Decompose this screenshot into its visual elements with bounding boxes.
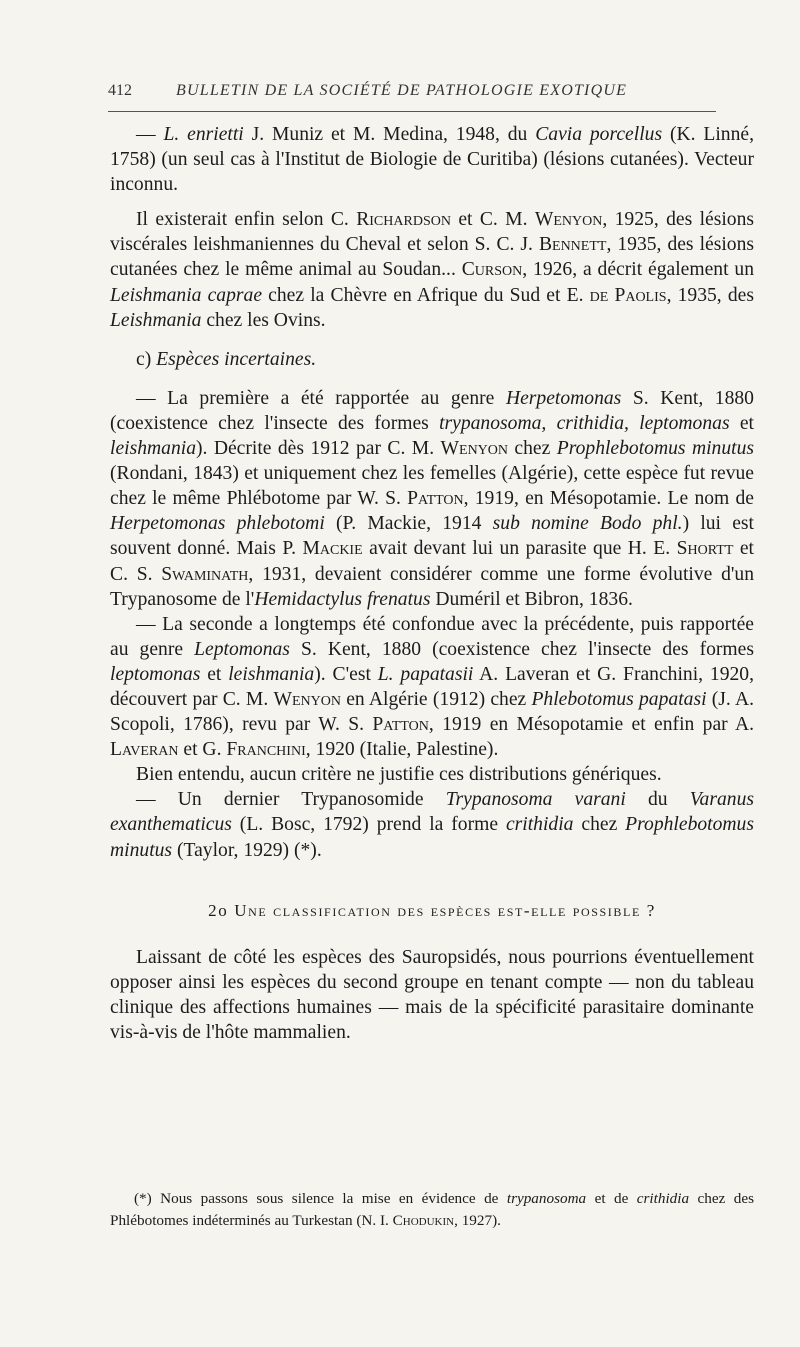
running-header [108, 82, 678, 100]
paragraph-first-species [110, 386, 754, 612]
text-run: Il existerait enfin selon C. [136, 209, 357, 231]
author-name: Laveran [110, 739, 179, 761]
author-name: Shortt [676, 538, 734, 560]
subsection-title: Espèces incertaines. [156, 348, 317, 370]
text-run: chez la Chèvre en Afrique du Sud et E. [262, 284, 590, 306]
author-name: Patton [407, 488, 464, 510]
text-run: du [625, 789, 690, 811]
text-run: chez les Ovins. [201, 309, 326, 331]
author-name: Bennett [538, 234, 607, 256]
author-name: Mackie [302, 538, 363, 560]
text-run: et G. [178, 739, 227, 761]
species-name: Herpetomonas phlebotomi [110, 513, 325, 535]
paragraph-classification: Laissant de côté les espèces des Sauropsidés, nous pourrions éventuellement opposer ainsi les espèces du second groupe en tenant compte — non du tableau clinique des affections humaines — mais de la spécificité parasitaire dominante vis-à-vis de l'hôte mammalien. [110, 946, 754, 1043]
text-run: , 1920 (Italie, Palestine). [305, 739, 499, 761]
species-name: Prophlebotomus minutus [556, 438, 754, 460]
text-run: — La seconde a longtemps été confondue avec la précédente, puis rapportée au genre [110, 613, 754, 660]
header-rule [108, 111, 716, 112]
body-text [110, 122, 754, 1045]
section-title: Une classification des espèces est-elle possible [234, 900, 641, 920]
author-name: Patton [372, 714, 429, 736]
text-run: , 1935, des [666, 284, 754, 306]
species-name: Leishmania [110, 309, 202, 331]
species-name: Prophlebotomus minutus [110, 814, 754, 861]
text-run: (P. Mackie, 1914 [324, 513, 493, 535]
species-name: Hemidactylus frenatus [254, 588, 431, 610]
section-heading [110, 898, 754, 923]
paragraph-other-hosts [110, 207, 754, 332]
text-run: — [136, 124, 164, 145]
species-name: Herpetomonas [505, 387, 622, 409]
text-run: Duméril et Bibron, 1836. [430, 588, 633, 610]
author-name: Wenyon [534, 209, 603, 231]
text-run: ). C'est [314, 663, 378, 685]
paragraph-last-trypanosomid [110, 787, 754, 862]
text-run: , 1919 en Mésopotamie et enfin par A. [428, 714, 754, 736]
text-run: chez [508, 438, 557, 460]
text-run: , 1927). [454, 1212, 501, 1229]
text-run: (Taylor, 1929) (*). [172, 839, 322, 861]
text-run: , 1925, des lésions viscérales leishmaniennes du Cheval et selon S. C. J. [110, 209, 754, 256]
species-name: crithidia [505, 814, 574, 836]
text-run: c) [136, 348, 157, 370]
text-run: (Rondani, 1843) et uniquement chez les femelles (Algérie), cette espèce fut revue chez le même Phlébotome par W. S. [110, 463, 754, 510]
text-run: A. Laveran et G. Franchini, 1920, découvert par C. M. [110, 663, 754, 710]
species-name: crithidia [636, 1190, 690, 1207]
author-name: Wenyon [440, 438, 509, 460]
species-name: Cavia porcellus [535, 124, 663, 145]
author-name: Curson [461, 259, 523, 281]
author-name: Richardson [356, 209, 451, 231]
author-name: Franchini [226, 739, 306, 761]
text-run: S. Kent, 1880 (coexistence chez l'insecte des formes [289, 638, 754, 660]
text-run: — Un dernier Trypanosomide [136, 789, 446, 811]
text-run: et [200, 663, 229, 685]
species-name: Varanus exanthematicus [110, 789, 754, 836]
species-name: Trypanosoma varani [445, 789, 626, 811]
species-name: L. papatasii [377, 663, 474, 685]
text-run: et C. S. [110, 538, 754, 585]
text-run: , 1926, a décrit également un [522, 259, 754, 281]
text-run: , 1919, en Mésopotamie. Le nom de [463, 488, 754, 510]
text-run: , 1931, devaient considérer comme une forme évolutive d'un Trypanosome de l' [110, 563, 754, 610]
subsection-heading [110, 347, 754, 372]
text-run: chez [573, 814, 626, 836]
text-run: (L. Bosc, 1792) prend la forme [231, 814, 506, 836]
author-name: Wenyon [273, 688, 341, 710]
species-name: trypanosoma, crithidia, leptomonas [439, 412, 730, 434]
text-run: en Algérie (1912) chez [341, 688, 532, 710]
species-name: leptomonas [110, 663, 201, 685]
author-name: Swaminath [161, 563, 249, 585]
text-run: ). Décrite dès 1912 par C. M. [196, 438, 441, 460]
author-name: de Paolis [589, 284, 667, 306]
species-name: leishmania [228, 663, 315, 685]
text-run: (*) Nous passons sous silence la mise en évidence de [134, 1190, 507, 1207]
author-name: Chodukin [392, 1212, 455, 1229]
text-run: ? [640, 900, 656, 920]
text-run: (J. A. Scopoli, 1786), revu par W. S. [110, 688, 754, 736]
text-run: S. Kent, 1880 (coexistence chez l'insecte des formes [110, 387, 754, 434]
species-name: sub nomine Bodo phl. [492, 513, 683, 535]
text-run: chez des Phlébotomes indéterminés au Turkestan (N. I. [110, 1190, 755, 1229]
text-run: et [729, 412, 754, 434]
text-run: ) lui est souvent donné. Mais P. [110, 513, 754, 560]
species-name: Phlebotomus papatasi [531, 688, 707, 710]
page-number: 412 [108, 82, 132, 99]
section-number: 2o [208, 900, 229, 920]
text-run: et de [586, 1190, 637, 1207]
text-run: (K. Linné, 1758) (un seul cas à l'Institut de Biologie de Curitiba) (lésions cutanées). Vecteur inconnu. [110, 124, 754, 196]
text-run: — La première a été rapportée au genre [136, 387, 506, 409]
text-run: avait devant lui un parasite que H. E. [362, 538, 677, 560]
species-name: leishmania [110, 438, 196, 460]
paragraph-enrietti [110, 122, 754, 197]
species-name: trypanosoma [506, 1190, 587, 1207]
species-name: Leptomonas [194, 638, 290, 660]
paragraph-second-species [110, 612, 754, 763]
paragraph-no-criterion: Bien entendu, aucun critère ne justifie ces distributions génériques. [136, 764, 662, 786]
running-title: BULLETIN DE LA SOCIÉTÉ DE PATHOLOGIE EXOTIQUE [176, 82, 628, 99]
text-run: J. Muniz et M. Medina, 1948, du [243, 124, 536, 145]
species-name: L. enrietti [163, 124, 244, 145]
footnote [110, 1188, 754, 1232]
species-name: Leishmania caprae [110, 284, 263, 306]
text-run: et C. M. [450, 209, 535, 231]
text-run: , 1935, des lésions cutanées chez le même animal au Soudan... [110, 234, 754, 281]
